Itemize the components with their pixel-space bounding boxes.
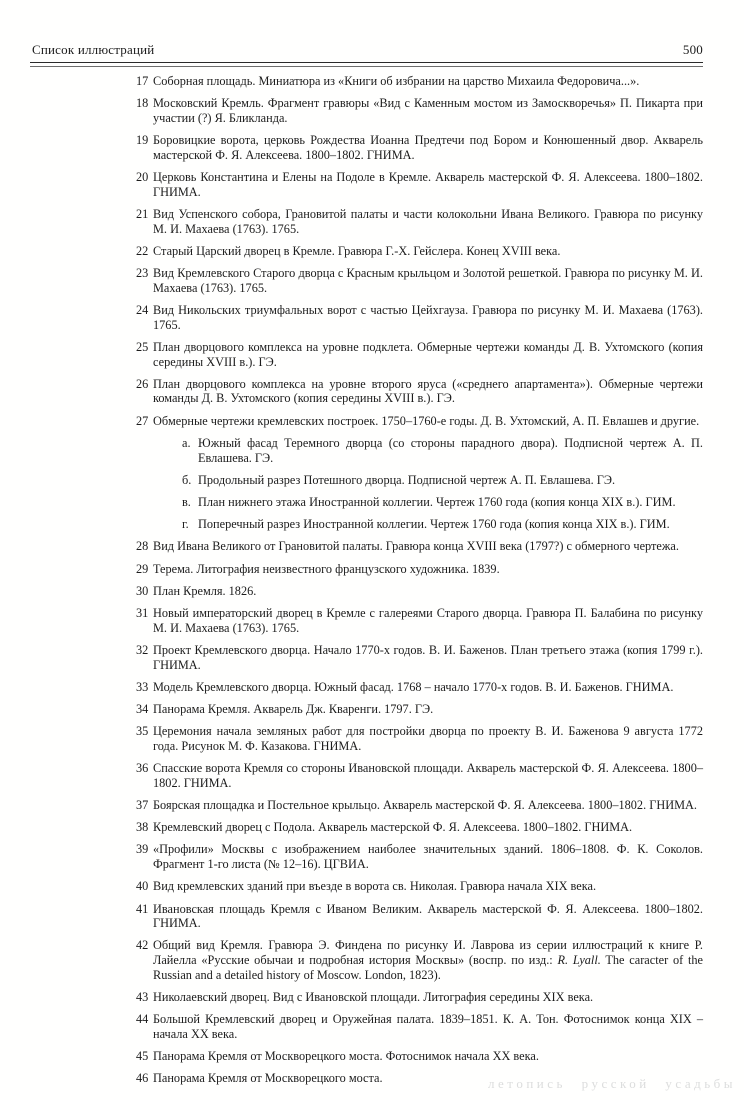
running-head-title: Список иллюстраций [32, 42, 155, 57]
list-item [136, 377, 703, 406]
item-number: 45 [136, 1049, 149, 1064]
list-item [136, 584, 703, 599]
list-item [136, 266, 703, 295]
list-item [136, 902, 703, 931]
item-number: 33 [136, 679, 149, 694]
item-text: Терема. Литография неизвестного французского художника. 1839. [153, 561, 500, 576]
item-text: Модель Кремлевского дворца. Южный фасад. 1768 – начало 1770-х годов. В. И. Баженов. ГНИМА. [153, 679, 674, 694]
item-number: 20 [136, 170, 149, 185]
list-item [136, 1012, 703, 1041]
item-text: Проект Кремлевского дворца. Начало 1770-х годов. В. И. Баженов. План третьего этажа (копия 1799 г.). ГНИМА. [153, 642, 703, 672]
item-text: Общий вид Кремля. Гравюра Э. Финдена по рисунку И. Лаврова из серии иллюстраций к книге Р. Лайелла «Русские обычаи и подробная история Москвы» (воспр. по изд.: R. Lyall. The caracter of the Russian and a detailed history of Moscow. London, 1823). [153, 938, 704, 982]
item-number: 27 [136, 413, 149, 428]
list-item [136, 244, 703, 259]
item-text: Кремлевский дворец с Подола. Акварель мастерской Ф. Я. Алексеева. 1800–1802. ГНИМА. [153, 820, 633, 835]
page-header [32, 42, 703, 58]
list-item [136, 96, 703, 125]
list-item [136, 761, 703, 790]
list-item [136, 74, 703, 89]
item-number: 25 [136, 339, 149, 354]
item-text: Церковь Константина и Елены на Подоле в Кремле. Акварель мастерской Ф. Я. Алексеева. 1800–1802. ГНИМА. [153, 170, 703, 199]
item-text: Панорама Кремля от Москворецкого моста. Фотоснимок начала XX века. [153, 1049, 539, 1064]
item-text: Старый Царский дворец в Кремле. Гравюра Г.-Х. Гейслера. Конец XVIII века. [153, 243, 561, 258]
item-text: План нижнего этажа Иностранной коллегии. Чертеж 1760 года (копия конца XIX в.). ГИМ. [198, 494, 676, 509]
item-number: 26 [136, 376, 149, 391]
item-number: б. [182, 472, 192, 487]
item-number: 18 [136, 96, 149, 111]
list-item [136, 1049, 703, 1064]
item-number: 40 [136, 879, 149, 894]
item-number: 29 [136, 561, 149, 576]
sub-list-item [182, 495, 703, 510]
page-number: 500 [682, 42, 703, 57]
item-text: Боярская площадка и Постельное крыльцо. Акварель мастерской Ф. Я. Алексеева. 1800–1802. ГНИМА. [153, 798, 697, 813]
item-number: 30 [136, 583, 149, 598]
item-number: 22 [136, 243, 149, 258]
item-text: План Кремля. 1826. [153, 583, 257, 598]
list-item [136, 340, 703, 369]
item-text: План дворцового комплекса на уровне второго яруса («среднего апартамента»). Обмерные чертежи команды Д. В. Ухтомского (копия середины XVIII в.). ГЭ. [153, 376, 703, 406]
item-text: Панорама Кремля от Москворецкого моста. [153, 1071, 383, 1086]
list-item [136, 842, 703, 871]
item-text: Южный фасад Теремного дворца (со стороны парадного двора). Подписной чертеж А. П. Евлашева. ГЭ. [198, 435, 703, 465]
item-number: 24 [136, 302, 149, 317]
item-text: Вид Ивана Великого от Грановитой палаты. Гравюра конца XVIII века (1797?) с обмерного чертежа. [153, 539, 679, 554]
list-item [136, 990, 703, 1005]
sub-list-item [182, 436, 703, 465]
list-item [136, 133, 703, 162]
item-text: Поперечный разрез Иностранной коллегии. Чертеж 1760 года (копия конца XIX в.). ГИМ. [198, 517, 670, 532]
item-text: Спасские ворота Кремля со стороны Ивановской площади. Акварель мастерской Ф. Я. Алексеева. 1800–1802. ГНИМА. [153, 761, 703, 790]
item-text: Церемония начала земляных работ для постройки дворца по проекту В. И. Баженова 9 августа 1772 года. Рисунок М. Ф. Казакова. ГНИМА. [153, 724, 703, 753]
item-text: План дворцового комплекса на уровне подклета. Обмерные чертежи команды Д. В. Ухтомского (копия середины XVIII в.). ГЭ. [153, 339, 703, 369]
item-text: Ивановская площадь Кремля с Иваном Великим. Акварель мастерской Ф. Я. Алексеева. 1800–1802. ГНИМА. [153, 901, 703, 931]
item-number: 46 [136, 1071, 149, 1086]
list-item [136, 879, 703, 894]
list-item [136, 539, 703, 554]
list-item [136, 207, 703, 236]
header-rule [30, 62, 703, 67]
item-number: 44 [136, 1012, 149, 1027]
item-text: Вид Никольских триумфальных ворот с частью Цейхгауза. Гравюра по рисунку М. И. Махаева (1763). 1765. [153, 302, 703, 332]
list-item [136, 303, 703, 332]
list-item [136, 820, 703, 835]
list-item [136, 606, 703, 635]
item-number: 43 [136, 990, 149, 1005]
list-item [136, 643, 703, 672]
item-number: 28 [136, 539, 149, 554]
item-number: 34 [136, 702, 149, 716]
item-number: 38 [136, 820, 149, 835]
illustration-list [136, 74, 703, 1094]
sub-list-item [182, 517, 703, 532]
item-text: Панорама Кремля. Акварель Дж. Кваренги. 1797. ГЭ. [153, 702, 434, 716]
sub-list-item [182, 473, 703, 488]
item-number: 32 [136, 642, 149, 657]
item-text: Боровицкие ворота, церковь Рождества Иоанна Предтечи под Бором и Конюшенный двор. Акварель мастерской Ф. Я. Алексеева. 1800–1802. ГНИМА. [153, 133, 703, 162]
item-number: 21 [136, 206, 149, 221]
item-text: Московский Кремль. Фрагмент гравюры «Вид с Каменным мостом из Замоскворечья» П. Пикарта при участии (?) Я. Бликланда. [153, 96, 703, 125]
item-text: Вид кремлевских зданий при въезде в ворота св. Николая. Гравюра начала XIX века. [153, 879, 597, 894]
item-number: в. [182, 494, 191, 509]
item-number: 41 [136, 901, 149, 916]
item-text: Обмерные чертежи кремлевских построек. 1750–1760-е годы. Д. В. Ухтомский, А. П. Евлашев и другие. [153, 413, 700, 428]
item-number: 42 [136, 938, 149, 953]
list-item [136, 680, 703, 695]
item-text: Соборная площадь. Миниатюра из «Книги об избрании на царство Михаила Федоровича...». [153, 74, 640, 88]
item-number: 23 [136, 266, 149, 281]
item-text: Продольный разрез Потешного дворца. Подписной чертеж А. П. Евлашева. ГЭ. [198, 472, 616, 487]
item-text: Николаевский дворец. Вид с Ивановской площади. Литография середины XIX века. [153, 990, 594, 1005]
list-item [136, 170, 703, 199]
item-text: Вид Успенского собора, Грановитой палаты и части колокольни Ивана Великого. Гравюра по рисунку М. И. Махаева (1763). 1765. [153, 206, 703, 236]
item-text: «Профили» Москвы с изображением наиболее значительных зданий. 1806–1808. Ф. К. Соколов. Фрагмент 1-го листа (№ 12–16). ЦГВИА. [153, 842, 703, 872]
item-number: г. [182, 517, 189, 532]
item-number: а. [182, 435, 191, 450]
item-number: 19 [136, 133, 149, 148]
item-number: 17 [136, 74, 149, 88]
item-number: 39 [136, 842, 149, 857]
list-item [136, 414, 703, 429]
list-item [136, 702, 703, 717]
list-item [136, 724, 703, 753]
list-item [136, 562, 703, 577]
item-number: 36 [136, 761, 149, 776]
item-number: 37 [136, 798, 149, 813]
item-text: Большой Кремлевский дворец и Оружейная палата. 1839–1851. К. А. Тон. Фотоснимок конца XIX – начала XX века. [153, 1012, 703, 1041]
item-number: 31 [136, 605, 149, 620]
item-text: Вид Кремлевского Старого дворца с Красным крыльцом и Золотой решеткой. Гравюра по рисунку М. И. Махаева (1763). 1765. [153, 266, 703, 295]
item-text: Новый императорский дворец в Кремле с галереями Старого дворца. Гравюра П. Балабина по рисунку М. И. Махаева (1763). 1765. [153, 605, 703, 635]
item-number: 35 [136, 724, 149, 739]
watermark: летопись русской усадьбы [488, 1076, 736, 1091]
list-item [136, 938, 703, 982]
list-item [136, 798, 703, 813]
